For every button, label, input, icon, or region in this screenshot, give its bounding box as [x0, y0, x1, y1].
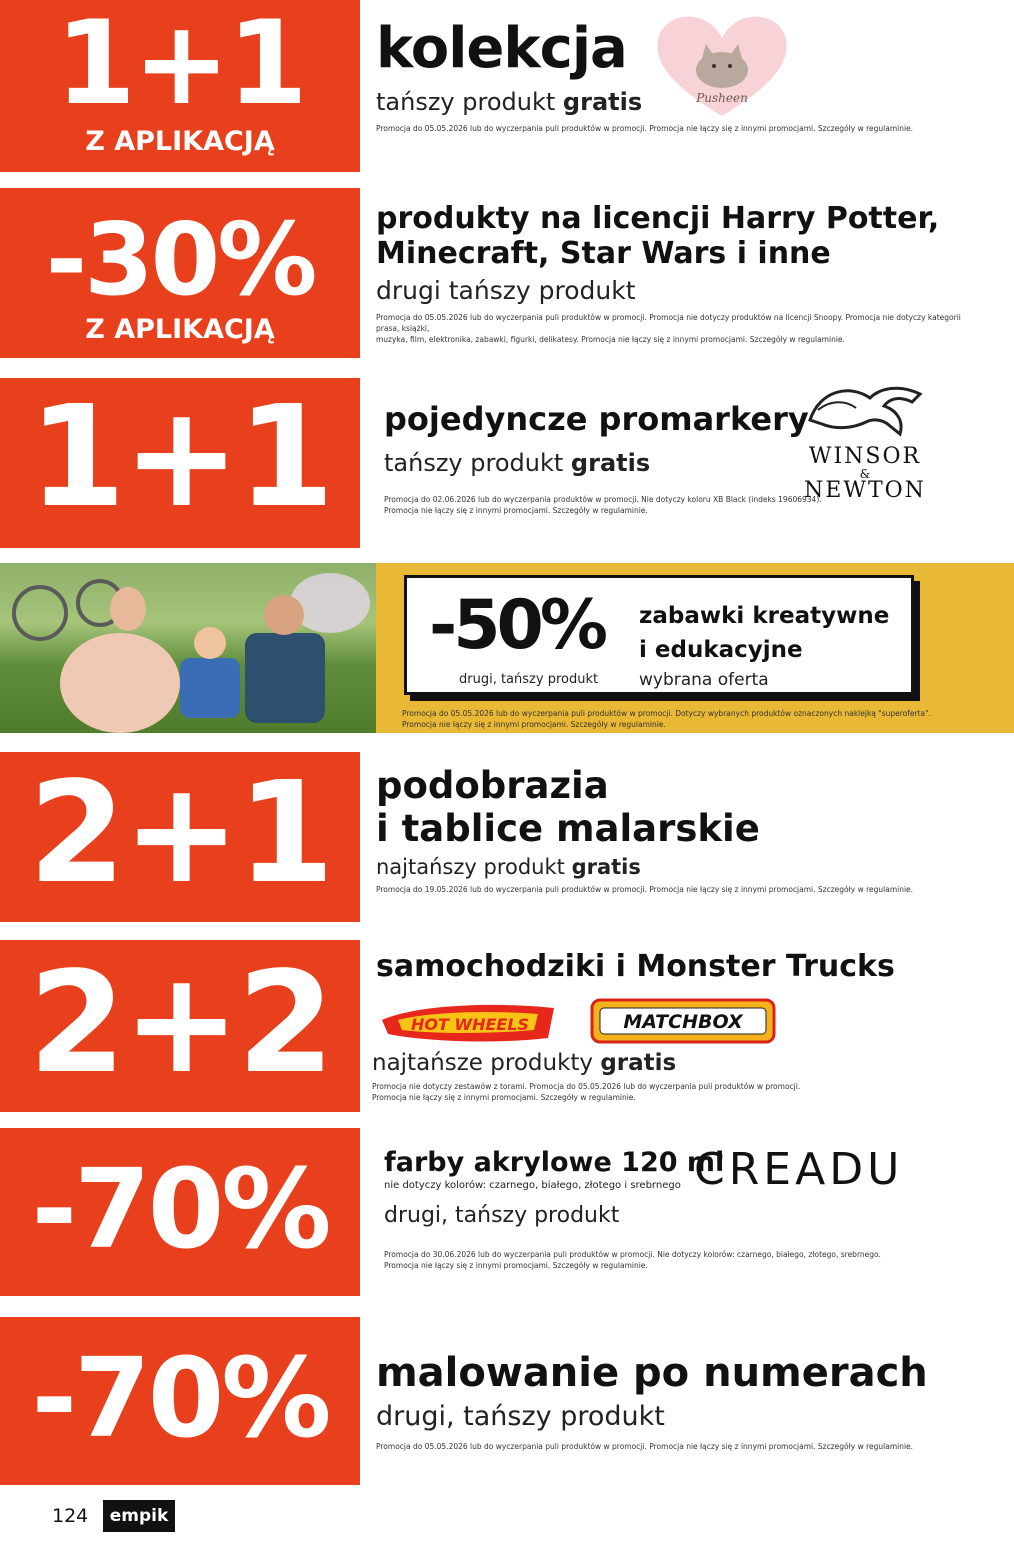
promo-description: najtańszy produkt gratis	[376, 855, 641, 880]
promo-title: produkty na licencji Harry Potter,	[376, 201, 940, 236]
badge-value: -30%	[45, 201, 315, 318]
promo-description: drugi, tańszy produkt	[384, 1202, 620, 1228]
promo-fine-print: Promocja do 05.05.2026 lub do wyczerpania puli produktów w promocji. Promocja nie dotyczy produktów na licencji Snoopy. Promocja nie dotyczy kategorii prasa, książki,	[376, 313, 961, 333]
ampersand-text: &	[859, 467, 871, 481]
badge-value: -70%	[31, 1145, 329, 1273]
badge-value: 2+2	[28, 942, 332, 1105]
family-photo	[0, 563, 376, 733]
promo-title: pojedyncze promarkery	[384, 400, 809, 438]
promo-fine-print-2: Promocja nie łączy się z innymi promocjami. Szczegóły w regulaminie.	[372, 1092, 636, 1102]
offer-box	[404, 575, 914, 695]
promo-row-1	[0, 0, 1014, 172]
promo-row-7	[0, 1128, 1014, 1296]
promo-row-3	[0, 378, 1014, 548]
promo-badge	[0, 1128, 360, 1296]
page-number: 124	[52, 1505, 89, 1527]
badge-subtitle: drugi, tańszy produkt	[459, 672, 599, 687]
svg-text:HOT WHEELS: HOT WHEELS	[410, 1015, 530, 1034]
promo-fine-print: Promocja do 05.05.2026 lub do wyczerpania puli produktów w promocji. Promocja nie łączy się z innymi promocjami. Szczegóły w regulaminie.	[376, 123, 914, 133]
pusheen-heart-logo	[652, 8, 792, 120]
promo-title-line-2: i edukacyjne	[639, 637, 803, 663]
promo-fine-print: Promocja do 05.05.2026 lub do wyczerpania puli produktów w promocji. Promocja nie łączy się z innymi promocjami. Szczegóły w regulaminie.	[376, 1442, 914, 1451]
promo-row-2	[0, 188, 1014, 358]
promo-description: tańszy produkt gratis	[384, 449, 651, 478]
promo-description: drugi, tańszy produkt	[376, 1401, 665, 1432]
hot-wheels-flame-logo	[378, 998, 558, 1048]
matchbox-logo	[590, 998, 776, 1044]
promo-note: nie dotyczy kolorów: czarnego, białego, złotego i srebrnego	[384, 1179, 681, 1191]
promo-badge	[0, 0, 360, 172]
winsor-text: WINSOR	[808, 444, 922, 469]
promo-title: podobrazia	[376, 764, 609, 807]
promo-row-6	[0, 940, 1014, 1112]
promo-title: kolekcja	[376, 16, 627, 81]
promo-title: farby akrylowe 120 ml	[384, 1147, 725, 1178]
promo-row-8	[0, 1317, 1014, 1485]
promo-title: samochodziki i Monster Trucks	[376, 949, 895, 984]
promo-fine-print: Promocja do 30.06.2026 lub do wyczerpania puli produktów w promocji. Nie dotyczy kolorów: czarnego, białego, złotego, srebrnego.	[384, 1249, 881, 1259]
winsor-newton-griffin-logo	[800, 380, 930, 504]
promo-title: malowanie po numerach	[376, 1350, 928, 1396]
promo-title-line-2: i tablice malarskie	[376, 806, 760, 850]
promo-title: zabawki kreatywne	[639, 603, 890, 629]
promo-description: najtańsze produkty gratis	[372, 1050, 677, 1076]
promo-row-4	[0, 563, 1014, 733]
promo-badge	[0, 1317, 360, 1485]
badge-value: 1+1	[28, 378, 332, 539]
empik-logo: empik	[103, 1500, 175, 1532]
promo-title-line-2: Minecraft, Star Wars i inne	[376, 236, 831, 271]
promo-fine-print-2: Promocja nie łączy się z innymi promocjami. Szczegóły w regulaminie.	[402, 720, 666, 729]
promo-fine-print: Promocja do 02.06.2026 lub do wyczerpania produktów w promocji. Nie dotyczy koloru XB Black (indeks 19606934).	[384, 495, 822, 505]
promo-fine-print-2: Promocja nie łączy się z innymi promocjami. Szczegóły w regulaminie.	[384, 1260, 648, 1270]
creadu-logo: CREADU	[694, 1144, 904, 1195]
badge-subtitle: Z APLIKACJĄ	[85, 126, 275, 157]
promo-description: drugi tańszy produkt	[376, 276, 636, 305]
promo-fine-print: Promocja do 19.05.2026 lub do wyczerpania puli produktów w promocji. Promocja nie łączy się z innymi promocjami. Szczegóły w regulaminie.	[376, 885, 914, 895]
newton-text: NEWTON	[804, 478, 926, 503]
svg-text:MATCHBOX: MATCHBOX	[623, 1011, 743, 1033]
badge-value: -70%	[31, 1334, 329, 1462]
promo-fine-print: Promocja do 05.05.2026 lub do wyczerpania puli produktów w promocji. Dotyczy wybranych produktów oznaczonych naklejką "superoferta".	[402, 709, 931, 718]
promo-badge	[0, 188, 360, 358]
promo-badge	[0, 940, 360, 1112]
badge-value: -50%	[429, 586, 604, 665]
badge-value: 2+1	[28, 752, 332, 915]
badge-value: 1+1	[55, 0, 305, 131]
promo-badge	[0, 378, 360, 548]
promo-description: wybrana oferta	[639, 670, 769, 690]
promo-description: tańszy produkt gratis	[376, 87, 643, 116]
promo-row-5	[0, 752, 1014, 922]
badge-subtitle: Z APLIKACJĄ	[85, 314, 275, 345]
promo-badge	[0, 752, 360, 922]
svg-text:Pusheen: Pusheen	[696, 91, 748, 105]
promo-fine-print: Promocja nie dotyczy zestawów z torami. Promocja do 05.05.2026 lub do wyczerpania puli produktów w promocji.	[372, 1082, 801, 1091]
promo-fine-print-2: Promocja nie łączy się z innymi promocjami. Szczegóły w regulaminie.	[384, 506, 648, 516]
promo-fine-print-2: muzyka, film, elektronika, zabawki, figurki, delikatesy. Promocja nie łączy się z innymi promocjami. Szczegóły w regulaminie.	[376, 334, 845, 344]
